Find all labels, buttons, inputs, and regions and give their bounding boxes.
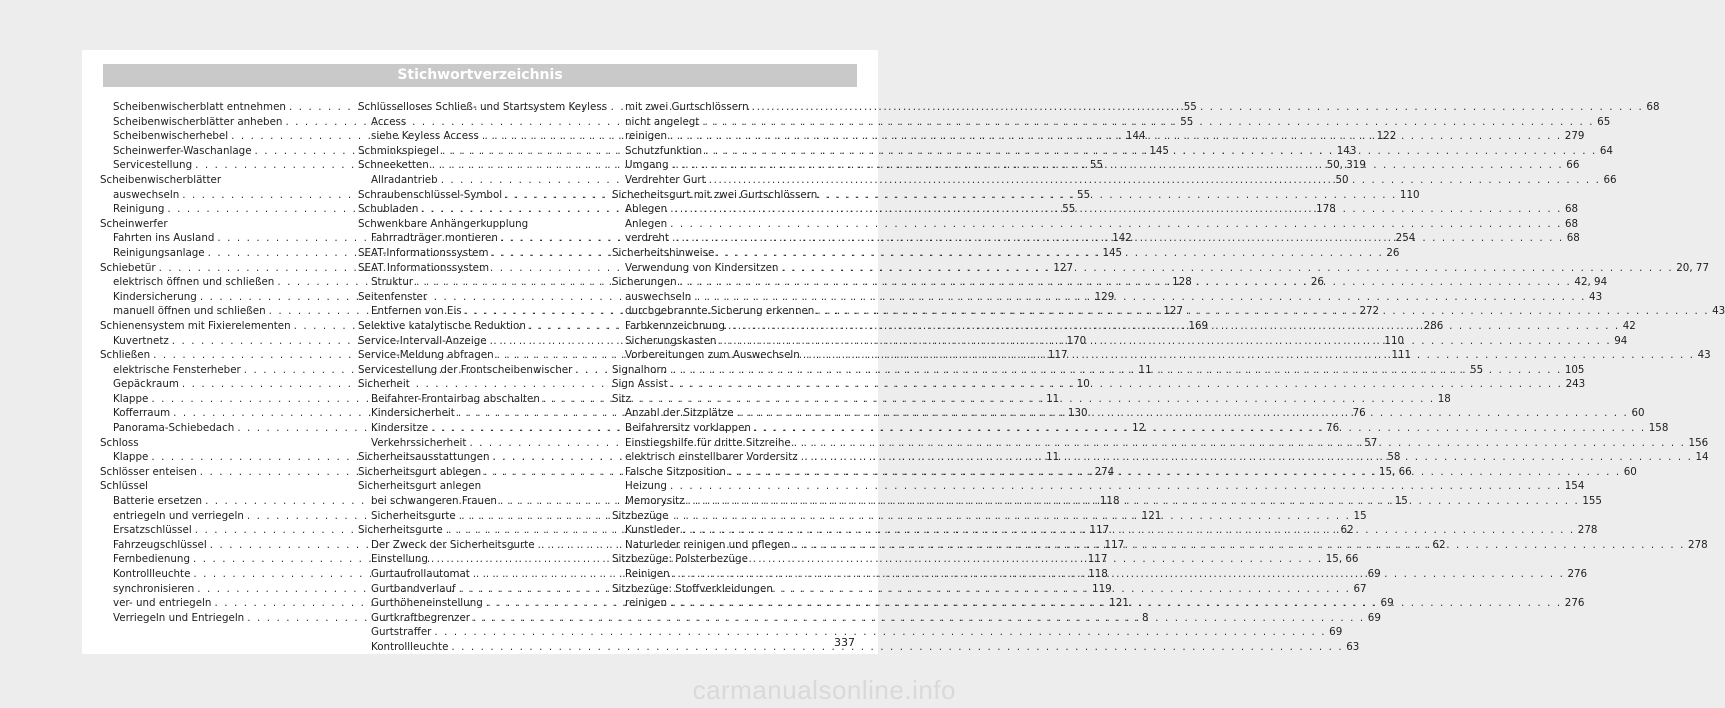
dot-leader [793, 538, 1685, 553]
index-page-ref: 60 [1631, 407, 1645, 420]
index-page-ref: 127 [1053, 261, 1074, 274]
index-page-ref: 65 [1597, 115, 1611, 128]
index-entry [612, 217, 1579, 232]
index-term: Heizung [625, 480, 667, 493]
index-term: SEAT-Informationssystem [358, 246, 489, 259]
index-term: elektrische Fensterheber [113, 363, 241, 376]
page-number: 337 [834, 636, 855, 649]
index-page-ref: 105 [1564, 363, 1585, 376]
index-term: verdreht [625, 232, 669, 245]
index-page-ref: 145 [1102, 246, 1123, 259]
index-term: entriegeln und verriegeln [113, 509, 244, 522]
dot-leader [729, 465, 1621, 480]
index-entry: Scheibenwischerblätter [100, 173, 222, 186]
index-page-ref: 26 [1386, 246, 1400, 259]
index-entry: Sicherheitsgurt mit zwei Gurtschlössern [612, 188, 818, 201]
index-term: Allradantrieb [371, 173, 438, 186]
dot-leader [702, 115, 1594, 130]
dot-leader [752, 100, 1644, 115]
dot-leader [683, 523, 1575, 538]
index-page-ref: 69 [1329, 626, 1343, 639]
index-term: Anzahl der Sitzplätze [625, 407, 734, 420]
index-entry: Access [371, 115, 407, 128]
index-page-ref: 272 [1359, 305, 1380, 318]
index-term: Gurtkraftbegrenzer [371, 611, 471, 624]
index-term: Einstellung [371, 553, 428, 566]
index-page-ref: 14 [1695, 451, 1709, 464]
index-term: Scheibenwischerblatt entnehmen [113, 101, 286, 113]
index-term: Kindersicherung [113, 290, 197, 303]
index-page-ref: 64 [1599, 144, 1613, 157]
index-term: Ablegen [625, 203, 668, 216]
index-page-ref: 170 [1066, 334, 1087, 347]
index-term: Sicherungen [612, 276, 677, 289]
dot-leader [705, 144, 1597, 159]
dot-leader [719, 334, 1611, 349]
index-entry: SEAT Informationssystem [358, 261, 490, 274]
index-page-ref: 67 [1353, 582, 1367, 595]
index-entry: Schloss [100, 436, 139, 449]
index-page-ref: 11 [1046, 451, 1060, 464]
index-page-ref: 43 [1712, 305, 1725, 318]
index-entry: Sitzbezüge [612, 509, 669, 522]
index-term: Schneeketten [358, 159, 429, 172]
index-term: Sicherheitsgurte [371, 509, 456, 522]
index-term: Schließen [100, 349, 151, 362]
index-page-ref: 122 [1376, 130, 1397, 143]
index-page-ref: 119 [1092, 582, 1112, 595]
index-term: Schutzfunktion [625, 144, 703, 157]
index-page-ref: 58 [1387, 451, 1401, 464]
index-term: Fahrten ins Ausland [113, 232, 215, 245]
index-term: manuell öffnen und schließen [113, 305, 266, 318]
index-term: Batterie ersetzen [113, 495, 203, 508]
dot-leader [459, 509, 1351, 524]
index-term: Verdrehter Gurt [625, 173, 706, 186]
index-term: auswechseln [625, 290, 692, 303]
dot-leader [671, 158, 1563, 173]
index-page-ref: 154 [1564, 480, 1585, 493]
index-page-ref: 69 [1367, 568, 1381, 580]
index-term: Gurtstraffer [371, 626, 432, 639]
index-term: reinigen [625, 597, 667, 610]
index-page-ref: 50 [1335, 173, 1349, 186]
dot-leader [671, 377, 1563, 392]
index-term: Servicestellung der Frontscheibenwischer [358, 363, 573, 376]
dot-leader [670, 202, 1562, 217]
index-page-ref: 130 [1067, 407, 1088, 420]
index-page-ref: 50, 319 [1326, 159, 1366, 172]
index-term: bei schwangeren Frauen [371, 495, 497, 508]
index-page-ref: 121 [1141, 509, 1162, 522]
index-page-ref: 276 [1567, 568, 1588, 580]
dot-leader [709, 173, 1601, 188]
index-term: Sicherheitsausstattungen [358, 451, 490, 464]
index-term: Beifahrer-Frontairbag abschalten [371, 392, 540, 405]
page-title: Stichwortverzeichnis [397, 67, 563, 83]
index-term: Farbkennzeichnung [625, 319, 725, 332]
index-entry: Schlüssel [100, 480, 149, 493]
index-page-ref: 76 [1326, 422, 1340, 435]
index-page-ref: 55 [1180, 115, 1194, 128]
index-term: Kontrollleuchte [113, 568, 191, 580]
index-term: Klappe [113, 392, 149, 405]
index-term: Schienensystem mit Fixierelementen [100, 319, 291, 332]
index-page-ref: 43 [1589, 290, 1603, 303]
index-entry: Sicherheit [358, 378, 410, 391]
index-page-ref: 43 [1697, 349, 1711, 362]
index-page-ref: 117 [1047, 349, 1068, 362]
index-term: Verwendung von Kindersitzen [625, 261, 779, 274]
index-term: Gepäckraum [113, 378, 179, 391]
index-term: Vorbereitungen zum Auswechseln [625, 349, 800, 362]
index-term: Memorysitz [625, 495, 685, 508]
index-page-ref: 274 [1094, 465, 1115, 478]
index-page-ref: 68 [1564, 203, 1579, 216]
index-term: Kunstleder [625, 524, 680, 537]
index-page-ref: 55 [1077, 188, 1091, 201]
index-entry: Sitzbezüge: Polsterbezüge [612, 553, 748, 566]
index-page-ref: 279 [1564, 130, 1585, 143]
dot-leader [728, 319, 1620, 334]
index-term: Kofferraum [113, 407, 171, 420]
index-page-ref: 55 [1183, 101, 1197, 113]
dot-leader [781, 261, 1673, 276]
index-term: auswechseln [113, 188, 180, 201]
index-term: ver- und entriegeln [113, 597, 212, 610]
index-page-ref: 11 [1046, 392, 1060, 405]
index-entry: Schlüsselloses Schließ- und Startsystem Keyless [358, 101, 608, 113]
index-term: Verriegeln und Entriegeln [113, 611, 245, 624]
index-page-ref: 15 [1353, 509, 1367, 522]
index-page-ref: 278 [1688, 538, 1708, 551]
index-term: Sicherungskasten [625, 334, 717, 347]
index-term: Schiebetür [100, 261, 156, 274]
index-term: Scheibenwischerhebel [113, 130, 229, 143]
dot-leader [817, 304, 1709, 319]
index-term: Umgang [625, 159, 669, 172]
dot-leader [737, 406, 1629, 421]
index-page-ref: 121 [1109, 597, 1129, 610]
index-term: Kindersicherheit [371, 407, 455, 420]
index-term: Service-Meldung abfragen [358, 349, 494, 362]
index-page-ref: 127 [1163, 305, 1184, 318]
index-entry: Schwenkbare Anhängerkupplung [358, 217, 529, 230]
index-page-ref: 144 [1125, 130, 1146, 143]
index-term: Sign Assist [612, 378, 668, 391]
index-page-ref: 42, 94 [1574, 276, 1608, 289]
index-page-ref: 26 [1310, 276, 1324, 289]
index-page-ref: 62 [1340, 524, 1354, 537]
index-page-ref: 169 [1188, 319, 1209, 332]
index-term: Sicherheitsgurt ablegen [358, 465, 482, 478]
index-term: Schubladen [358, 203, 419, 216]
index-page-ref: 63 [1346, 640, 1360, 653]
index-entry [612, 479, 1585, 494]
index-page-ref: 55 [1062, 203, 1076, 216]
index-term: nicht angelegt [625, 115, 700, 128]
index-term: Verkehrssicherheit [371, 436, 467, 449]
index-term: mit zwei Gurtschlössern [625, 101, 749, 113]
index-page-ref: 129 [1094, 290, 1115, 303]
dot-leader [670, 129, 1562, 144]
index-term: Fahrzeugschlüssel [113, 538, 207, 551]
index-page-ref: 110 [1399, 188, 1420, 201]
index-page-ref: 42 [1622, 319, 1636, 332]
index-page-ref: 68 [1646, 101, 1660, 113]
dot-leader [670, 479, 1562, 494]
index-term: Naturleder reinigen und pflegen [625, 538, 791, 551]
index-page-ref: 18 [1437, 392, 1451, 405]
index-term: Kuvertnetz [113, 334, 169, 347]
index-page-ref: 117 [1104, 538, 1125, 551]
index-term: Der Zweck der Sicherheitsgurte [371, 538, 535, 551]
index-page-ref: 12 [1132, 422, 1146, 435]
index-page-ref: 15, 66 [1325, 553, 1359, 566]
index-term: Scheibenwischerblätter anheben [113, 115, 283, 128]
index-entry: Sitzbezüge: Stoffverkleidungen [612, 582, 773, 595]
index-term: Scheinwerfer-Waschanlage [113, 144, 252, 157]
index-page-ref: 111 [1391, 349, 1412, 362]
index-page-ref: 66 [1603, 173, 1617, 186]
index-term: synchronisieren [113, 582, 195, 595]
index-term: Reinigungsanlage [113, 246, 205, 259]
dot-leader [672, 231, 1564, 246]
index-page-ref: 278 [1577, 524, 1598, 537]
index-page-ref: 156 [1688, 436, 1709, 449]
index-page-ref: 276 [1564, 597, 1585, 610]
index-page-ref: 66 [1566, 159, 1580, 172]
index-term: Kindersitze [371, 422, 429, 435]
index-page-ref: 68 [1566, 232, 1580, 245]
index-term: Selektive katalytische Reduktion [358, 319, 526, 332]
index-term: siehe Keyless Access [371, 130, 479, 143]
dot-leader [451, 640, 1343, 655]
index-page-ref: 286 [1423, 319, 1444, 332]
index-term: Service-Intervall-Anzeige [358, 334, 487, 347]
index-page-ref: 143 [1336, 144, 1357, 157]
watermark: carmanualsonline.info [692, 675, 956, 705]
index-entry [358, 625, 1343, 640]
index-entry: Scheinwerfer [100, 217, 168, 230]
index-term: Reinigung [113, 203, 165, 216]
index-page-ref: 20, 77 [1676, 261, 1710, 274]
index-term: Struktur [371, 276, 414, 289]
index-page-ref: 254 [1395, 232, 1416, 245]
dot-leader [431, 552, 1323, 567]
index-term: durchgebrannte Sicherung erkennen [625, 305, 815, 318]
index-term: Schlösser enteisen [100, 465, 197, 478]
dot-leader [694, 290, 1586, 305]
dot-leader [688, 494, 1580, 509]
index-term: Signalhorn [612, 363, 668, 376]
index-page-ref: 62 [1432, 538, 1446, 551]
index-page-ref: 117 [1087, 553, 1108, 566]
index-entry: Sicherheitshinweise [612, 246, 715, 259]
index-term: Schraubenschlüssel-Symbol [358, 188, 503, 201]
index-entry: Seitenfenster [358, 290, 428, 303]
index-term: Fernbedienung [113, 553, 190, 566]
index-page-ref: 155 [1582, 495, 1602, 508]
index-page-ref: 94 [1614, 334, 1628, 347]
index-term: Gurthöheneinstellung [371, 597, 483, 610]
index-page-ref: 76 [1352, 407, 1366, 420]
index-term: Anlegen [625, 217, 668, 230]
index-page-ref: 68 [1564, 217, 1579, 230]
index-page-ref: 55 [1470, 363, 1484, 376]
dot-leader [670, 363, 1562, 378]
index-page-ref: 69 [1380, 597, 1394, 610]
index-page-ref: 110 [1384, 334, 1405, 347]
index-term: Sicherheitsgurte [358, 524, 443, 537]
dot-leader [473, 611, 1365, 626]
index-term: Gurtaufrollautomat [371, 568, 470, 580]
index-term: Schminkspiegel [358, 144, 439, 157]
index-term: Einstiegshilfe für dritte Sitzreihe [625, 436, 791, 449]
dot-leader [794, 436, 1686, 451]
index-page-ref: 117 [1089, 524, 1110, 537]
index-term: Falsche Sitzposition [625, 465, 726, 478]
index-page-ref: 8 [1142, 611, 1149, 624]
index-page-ref: 178 [1316, 203, 1336, 216]
index-page-ref: 69 [1367, 611, 1381, 624]
dot-leader [754, 421, 1646, 436]
dot-leader [459, 582, 1351, 597]
dot-leader [670, 596, 1562, 611]
index-term: reinigen [625, 130, 667, 143]
dot-leader [434, 625, 1326, 640]
index-entry [358, 611, 1381, 626]
index-term: Beifahrersitz vorklappen [625, 422, 751, 435]
index-page-ref: 15, 66 [1378, 465, 1412, 478]
index-term: Entfernen von Eis [371, 305, 462, 318]
index-page-ref: 118 [1088, 568, 1108, 580]
index-term: Ersatzschlüssel [113, 524, 192, 537]
dot-leader [803, 348, 1695, 363]
index-entry: Sitz [612, 392, 631, 405]
index-term: elektrisch öffnen und schließen [113, 276, 275, 289]
index-page-ref: 60 [1623, 465, 1637, 478]
index-page-ref: 57 [1364, 436, 1378, 449]
dot-leader [670, 217, 1562, 232]
index-term: Gurtbandverlauf [371, 582, 456, 595]
index-term: Servicestellung [113, 159, 193, 172]
index-term: elektrisch einstellbarer Vordersitz [625, 451, 798, 464]
index-page-ref: 145 [1149, 144, 1169, 157]
index-page-ref: 158 [1648, 422, 1669, 435]
index-page-ref: 15 [1394, 495, 1408, 508]
index-page-ref: 142 [1112, 232, 1132, 245]
index-term: Panorama-Schiebedach [113, 422, 235, 435]
index-page-ref: 55 [1089, 159, 1103, 172]
index-page-ref: 243 [1565, 378, 1586, 391]
dot-leader [680, 275, 1572, 290]
index-term: Klappe [113, 451, 149, 464]
dot-leader [801, 450, 1693, 465]
index-page-ref: 118 [1099, 495, 1120, 508]
index-term: Kontrollleuchte [371, 640, 449, 653]
index-entry: Sicherheitsgurt anlegen [358, 480, 482, 493]
index-page-ref: 128 [1172, 276, 1192, 289]
index-term: Reinigen [625, 568, 670, 580]
index-page-ref: 10 [1076, 378, 1090, 391]
dot-leader [673, 567, 1565, 582]
index-term: Fahrradträger montieren [371, 232, 498, 245]
index-page-ref: 11 [1138, 363, 1152, 376]
